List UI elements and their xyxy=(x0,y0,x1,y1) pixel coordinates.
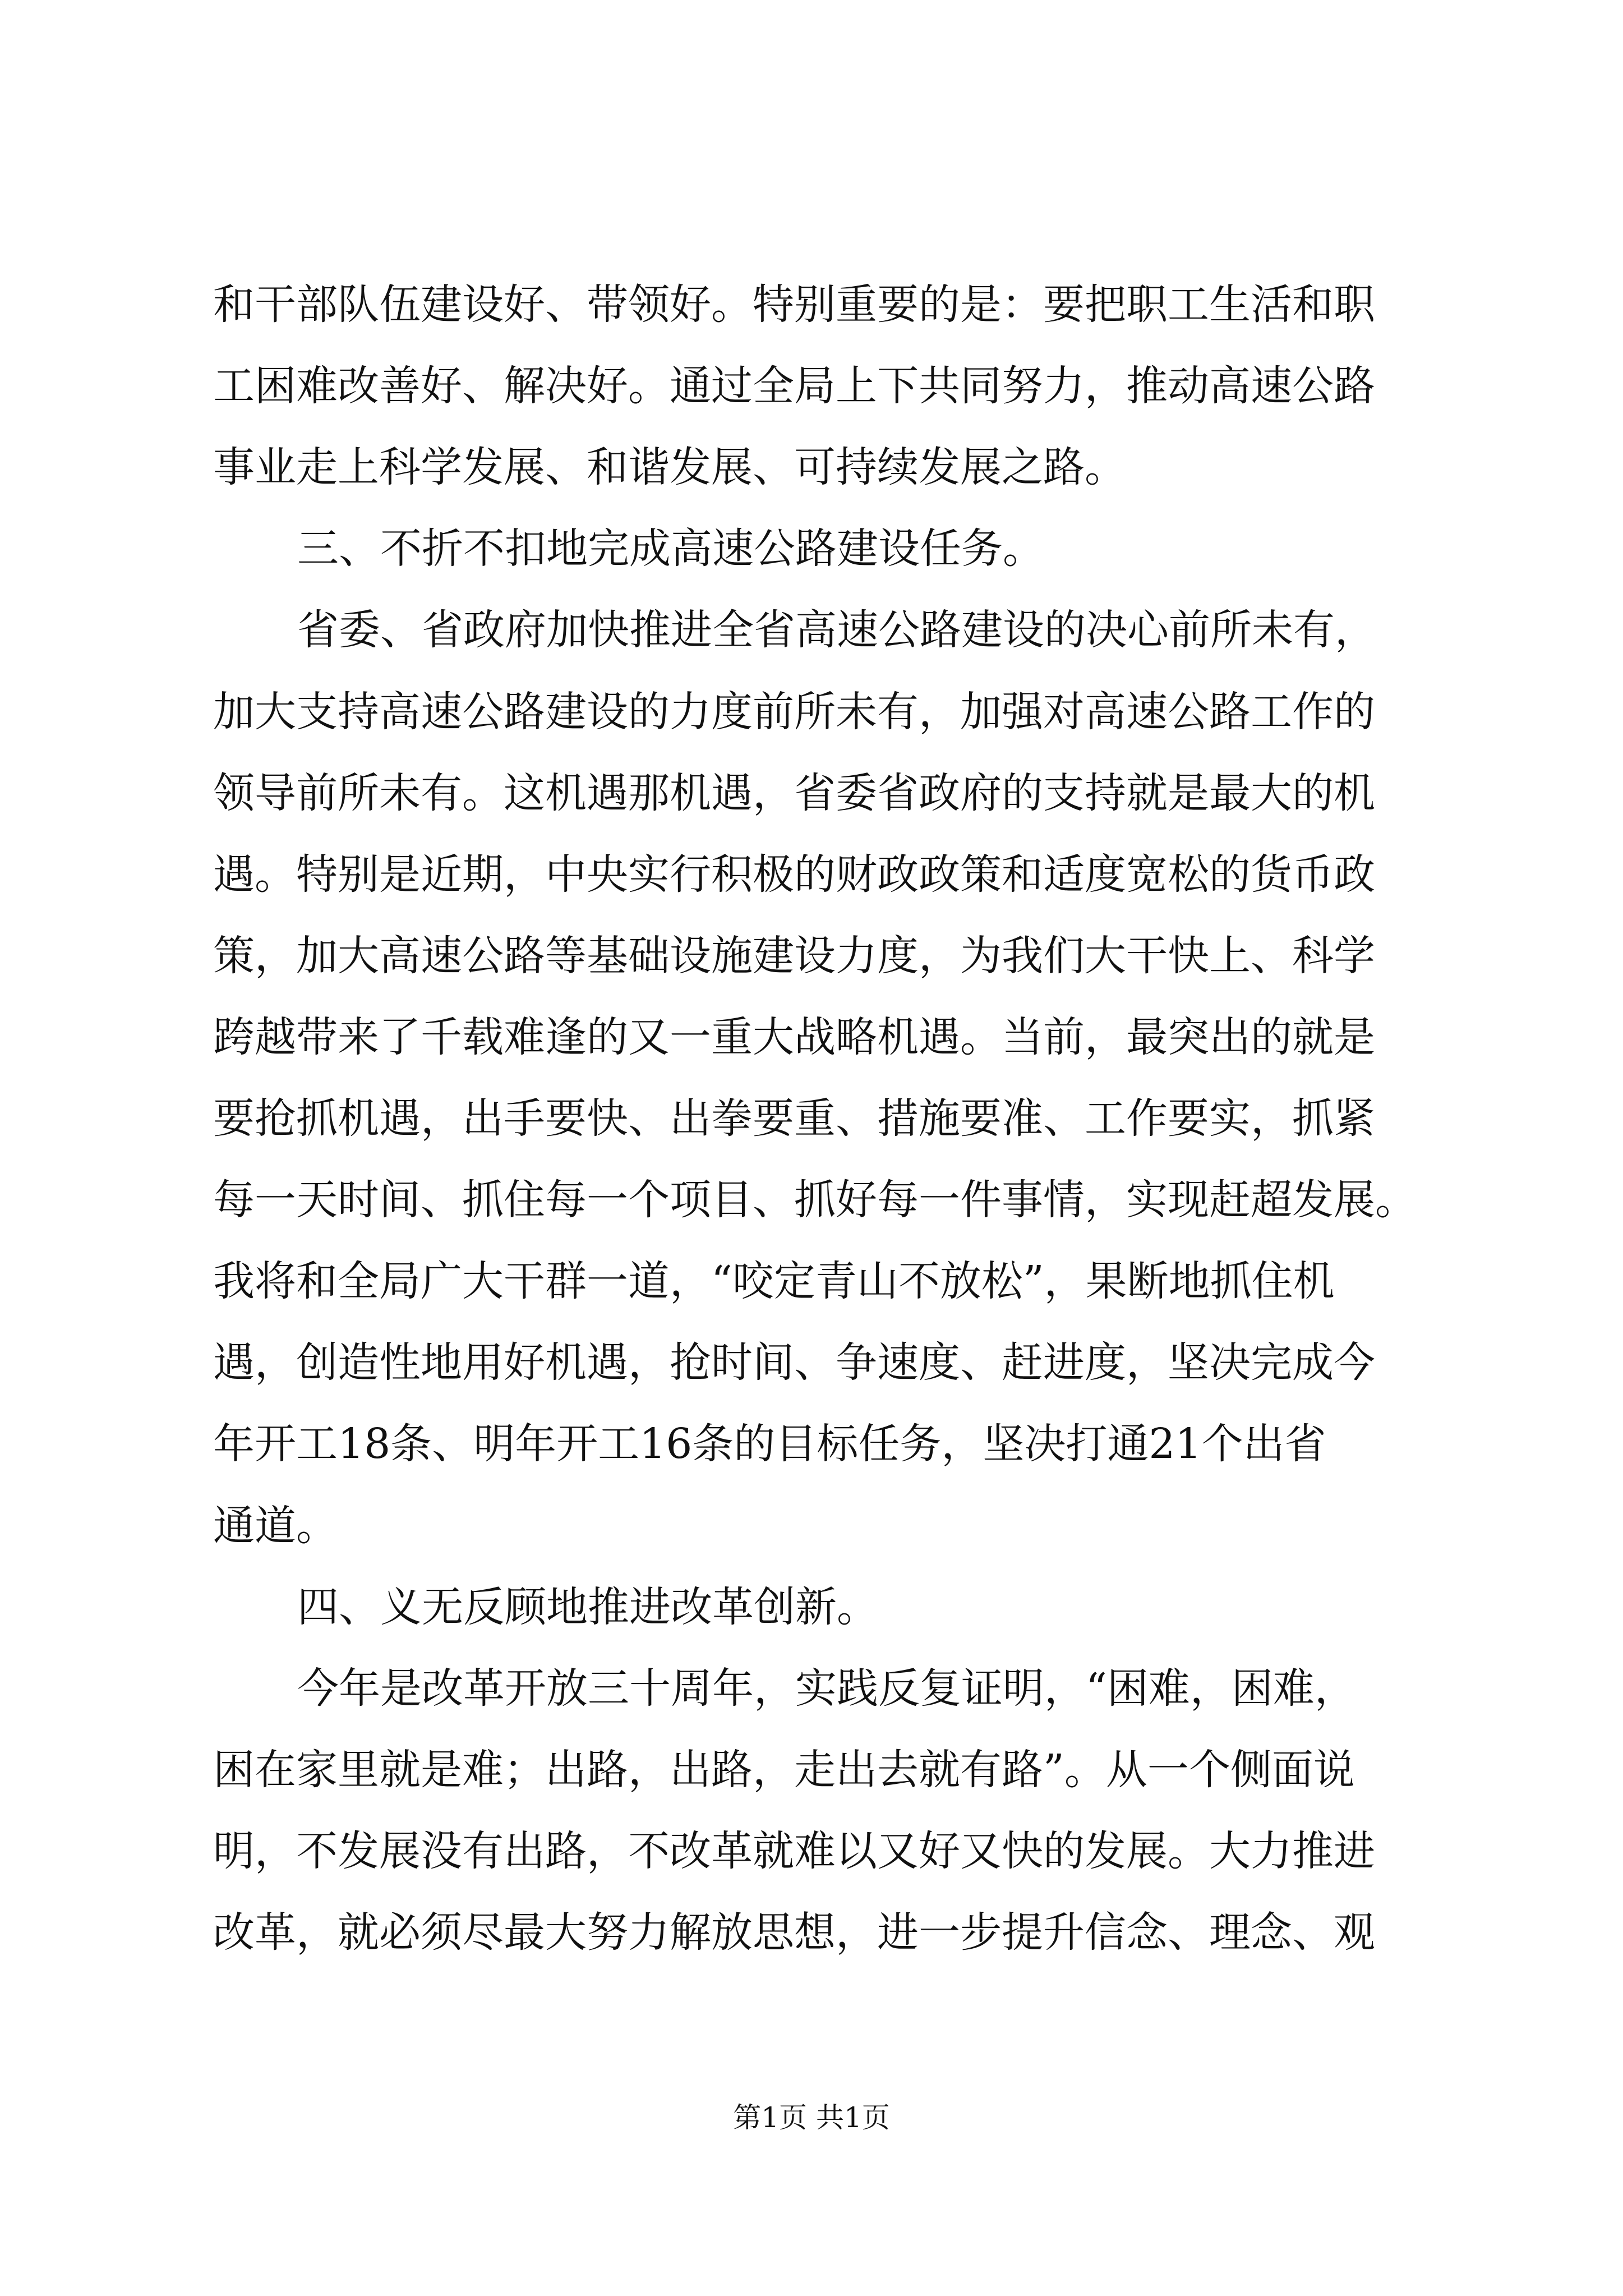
text-line: 加大支持高速公路建设的力度前所未有，加强对高速公路工作的 xyxy=(213,688,1375,736)
text-line: 困在家里就是难；出路，出路，走出去就有路”。从一个侧面说 xyxy=(213,1746,1355,1794)
text-line: 领导前所未有。这机遇那机遇，省委省政府的支持就是最大的机 xyxy=(213,769,1375,817)
text-line: 明，不发展没有出路，不改革就难以又好又快的发展。大力推进 xyxy=(213,1827,1375,1875)
page-footer xyxy=(0,2098,1623,2137)
text-line: 改革，就必须尽最大努力解放思想，进一步提升信念、理念、观 xyxy=(213,1908,1375,1957)
text-line: 遇，创造性地用好机遇，抢时间、争速度、赶进度，坚决完成今 xyxy=(213,1338,1375,1387)
text-line: 工困难改善好、解决好。通过全局上下共同努力，推动高速公路 xyxy=(213,362,1375,410)
text-line: 策，加大高速公路等基础设施建设力度，为我们大干快上、科学 xyxy=(213,932,1375,980)
page-number: 第1页 共1页 xyxy=(733,2101,890,2134)
text-line: 年开工18条、明年开工16条的目标任务，坚决打通21个出省 xyxy=(213,1420,1326,1468)
text-line: 通道。 xyxy=(213,1502,338,1550)
text-line: 要抢抓机遇，出手要快、出拳要重、措施要准、工作要实，抓紧 xyxy=(213,1094,1375,1143)
text-line: 跨越带来了千载难逢的又一重大战略机遇。当前，最突出的就是 xyxy=(213,1013,1375,1061)
text-line: 今年是改革开放三十周年，实践反复证明，“困难，困难， xyxy=(297,1664,1356,1713)
text-line: 事业走上科学发展、和谐发展、可持续发展之路。 xyxy=(213,443,1126,491)
text-line: 和干部队伍建设好、带领好。特别重要的是：要把职工生活和职 xyxy=(213,280,1375,329)
text-line: 我将和全局广大干群一道，“咬定青山不放松”，果断地抓住机 xyxy=(213,1257,1335,1305)
section-heading: 三、不折不扣地完成高速公路建设任务。 xyxy=(297,524,1044,573)
section-heading: 四、义无反顾地推进改革创新。 xyxy=(297,1583,878,1631)
text-line: 遇。特别是近期，中央实行积极的财政政策和适度宽松的货币政 xyxy=(213,850,1375,899)
text-line: 每一天时间、抓住每一个项目、抓好每一件事情，实现赶超发展。 xyxy=(213,1176,1417,1224)
text-line: 省委、省政府加快推进全省高速公路建设的决心前所未有， xyxy=(297,606,1376,654)
